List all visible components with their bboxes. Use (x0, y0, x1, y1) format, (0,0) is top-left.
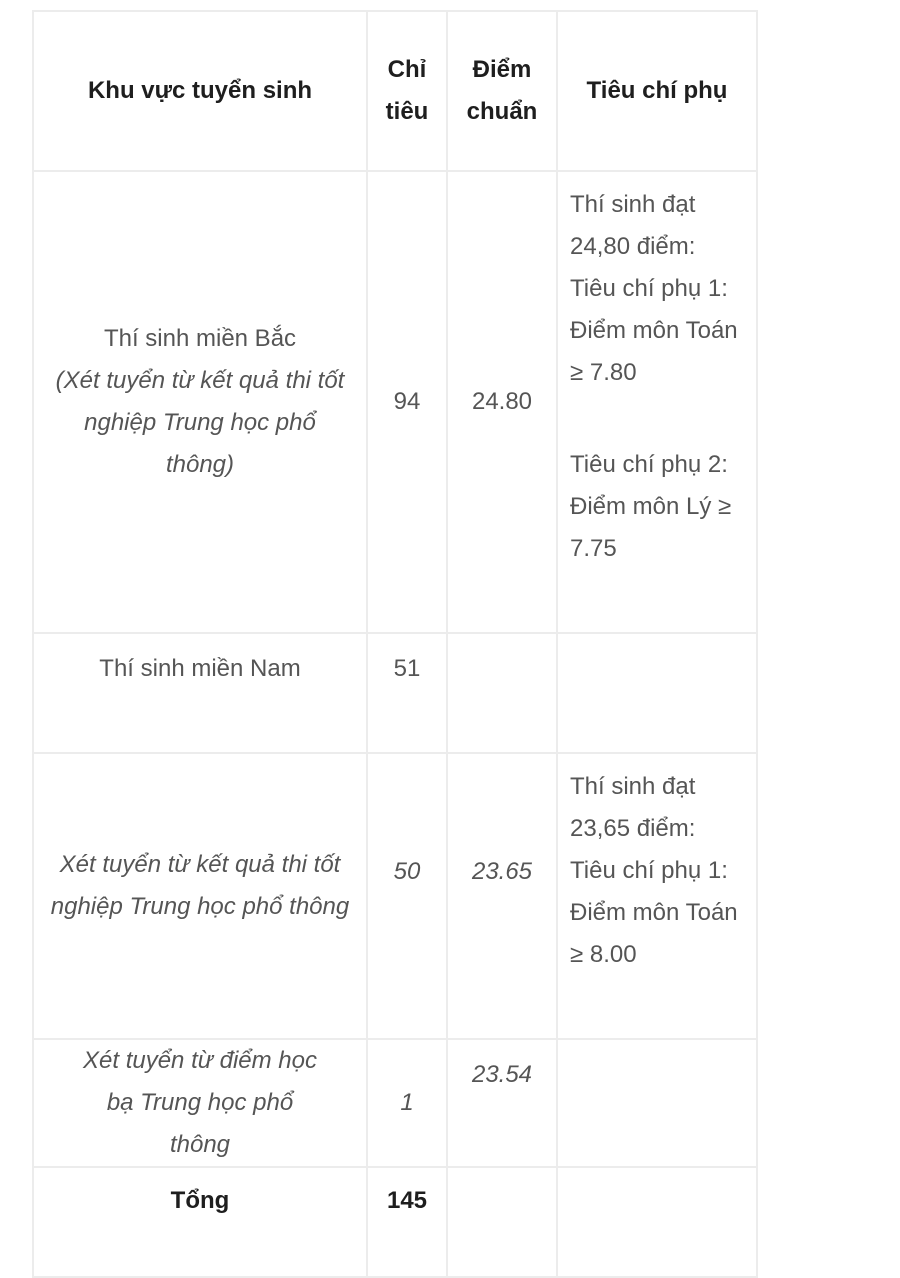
criteria-item: Thí sinh đạt 24,80 điểm: Tiêu chí phụ 1: Điểm môn Toán ≥ 7.80 (570, 191, 738, 386)
admission-score-table (32, 10, 758, 1278)
region-cell (33, 1039, 367, 1167)
region-note: (Xét tuyển từ kết quả thi tốt nghiệp Trung học phổ thông) (55, 367, 345, 478)
quota-cell: 1 (367, 1039, 447, 1167)
score-cell: 23.54 (447, 1039, 557, 1167)
total-label: Tổng (33, 1167, 367, 1277)
table-row (33, 633, 757, 753)
criteria-item: Thí sinh đạt 23,65 điểm: Tiêu chí phụ 1: Điểm môn Toán ≥ 8.00 (570, 773, 738, 968)
quota-cell: 50 (367, 753, 447, 1039)
criteria-cell (557, 633, 757, 753)
criteria-cell (557, 1039, 757, 1167)
region-cell (33, 633, 367, 753)
total-row (33, 1167, 757, 1277)
table-row (33, 1039, 757, 1167)
quota-cell: 94 (367, 171, 447, 633)
region-name: Thí sinh miền Bắc (103, 325, 297, 352)
region-name: Thí sinh miền Nam (99, 655, 301, 682)
criteria-cell (557, 171, 757, 633)
header-criteria: Tiêu chí phụ (557, 11, 757, 171)
region-cell (33, 171, 367, 633)
table-header-row (33, 11, 757, 171)
total-score-cell (447, 1167, 557, 1277)
region-name: Xét tuyển từ kết quả thi tốt nghiệp Trung học phổ thông (50, 851, 350, 920)
quota-cell: 51 (367, 633, 447, 753)
total-quota: 145 (367, 1167, 447, 1277)
header-score: Điểm chuẩn (447, 11, 557, 171)
table-row (33, 171, 757, 633)
criteria-cell (557, 753, 757, 1039)
header-region: Khu vực tuyển sinh (33, 11, 367, 171)
table-row (33, 753, 757, 1039)
region-cell (33, 753, 367, 1039)
score-cell: 23.65 (447, 753, 557, 1039)
total-criteria-cell (557, 1167, 757, 1277)
header-quota: Chỉ tiêu (367, 11, 447, 171)
region-name: Xét tuyển từ điểm học bạ Trung học phổ thông (83, 1047, 317, 1158)
score-cell: 24.80 (447, 171, 557, 633)
criteria-item: Tiêu chí phụ 2: Điểm môn Lý ≥ 7.75 (570, 451, 732, 562)
score-cell (447, 633, 557, 753)
